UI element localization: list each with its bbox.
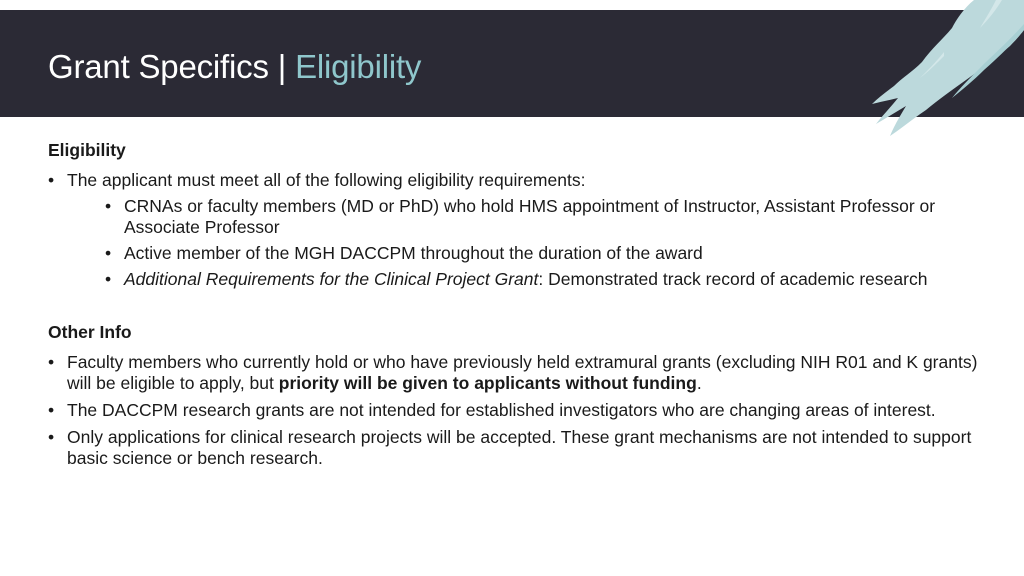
other-info-list [48, 352, 988, 469]
content-area [48, 140, 988, 475]
additional-requirements-text: : Demonstrated track record of academic research [538, 269, 928, 289]
title-main: Grant Specifics [48, 48, 269, 85]
list-item [105, 269, 988, 290]
item-end: . [696, 373, 702, 393]
item-text: Faculty members who currently hold or who have previously held extramural grants (excluding NIH R01 and K grants) will be eligible to apply, but [67, 352, 978, 393]
priority-note: priority will be given to applicants without funding [278, 373, 697, 393]
list-item: • Only applications for clinical research projects will be accepted. These grant mechanisms are not intended to support basic science or bench research. [48, 427, 988, 469]
title-separator: | [268, 48, 296, 85]
brush-stroke-decoration [824, 0, 1024, 150]
list-item: • CRNAs or faculty members (MD or PhD) who hold HMS appointment of Instructor, Assistant Professor or Associate Professor [105, 196, 988, 238]
list-item: • The DACCPM research grants are not intended for established investigators who are changing areas of interest. [48, 400, 988, 421]
eligibility-heading: Eligibility [48, 140, 126, 160]
list-item [48, 170, 988, 290]
eligibility-intro: The applicant must meet all of the following eligibility requirements: [67, 170, 586, 190]
page-title [48, 48, 421, 86]
eligibility-list [48, 170, 988, 290]
list-item: • Active member of the MGH DACCPM throughout the duration of the award [105, 243, 988, 264]
title-accent: Eligibility [295, 48, 422, 85]
list-item [48, 352, 988, 394]
other-info-heading: Other Info [48, 322, 132, 342]
requirements-list [67, 196, 988, 290]
additional-requirements-label: Additional Requirements for the Clinical Project Grant [124, 269, 539, 289]
